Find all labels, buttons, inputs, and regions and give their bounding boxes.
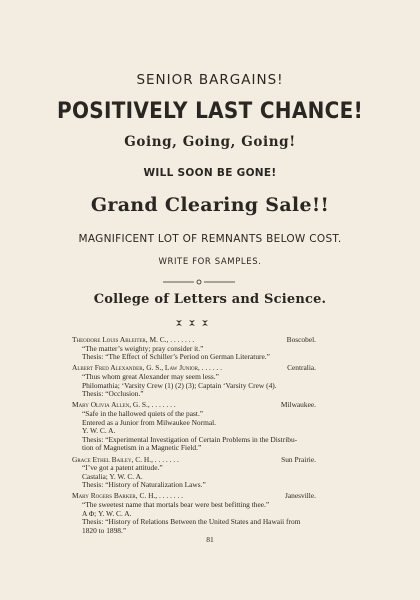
- entry-town: Boscobel.: [286, 335, 316, 344]
- entry-line: “The sweetest name that mortals bear were best befitting thee.”: [82, 500, 270, 510]
- entry-name: Theodore Louis Ableiter, M. C.,: [72, 335, 169, 344]
- entry-line: Philomathia; ‘Varsity Crew (1) (2) (3); Captain ‘Varsity Crew (4).: [82, 380, 277, 390]
- entry-line: Y. W. C. A.: [82, 426, 116, 436]
- entry-town: Janesville.: [285, 491, 316, 501]
- graduate-entries: [72, 336, 316, 538]
- entry-line: tion of Magnetism in a Magnetic Field.”: [82, 443, 202, 453]
- entry-name: Mary Rogers Barker, C. H.,: [72, 491, 158, 501]
- going-heading: Going, Going, Going!: [124, 134, 296, 150]
- entry-heading: [72, 456, 316, 465]
- entry-line: Castalia; Y. W. C. A.: [82, 471, 143, 481]
- fleuron-ornament-icon: [174, 318, 210, 328]
- entry-name: Mary Olivia Allen, G. S.,: [72, 400, 150, 410]
- magnificent-lot-heading: MAGNIFICENT LOT OF REMNANTS BELOW COST.: [78, 233, 342, 245]
- entry-line: Thesis: “History of Naturalization Laws.”: [82, 480, 206, 490]
- entry-name: Albert Fred Alexander, G. S., Law Junior,: [72, 363, 200, 373]
- entry-line: 1820 to 1898.”: [82, 525, 127, 535]
- entry-heading: [72, 364, 316, 373]
- entry-line: “Thus whom great Alexander may seem less.”: [82, 371, 219, 381]
- entry-heading: [72, 492, 316, 501]
- senior-bargains-heading: SENIOR BARGAINS!: [136, 72, 284, 88]
- entry-town: Milwaukee.: [280, 400, 316, 410]
- entry-ableiter: [72, 336, 316, 362]
- entry-line: Thesis: “Occlusion.”: [82, 389, 144, 399]
- last-chance-heading: POSITIVELY LAST CHANCE!: [56, 96, 364, 124]
- entry-line: Entered as a Junior from Milwaukee Normal.: [82, 417, 217, 427]
- section-title: College of Letters and Science.: [93, 292, 327, 307]
- entry-town: Centralia.: [287, 363, 316, 373]
- divider-rule: [163, 278, 235, 286]
- entry-leader: . . . . . . .: [154, 454, 179, 464]
- write-for-samples-heading: WRITE FOR SAMPLES.: [158, 257, 262, 267]
- entry-line: Thesis: “History of Relations Between the United States and Hawaii from: [82, 517, 301, 527]
- entry-line: Thesis: “The Effect of Schiller’s Period on German Literature.”: [82, 352, 270, 362]
- entry-line: “Safe in the hallowed quiets of the past.”: [82, 408, 204, 418]
- grand-sale-heading: Grand Clearing Sale!!: [90, 194, 330, 216]
- entry-line: Thesis: “Experimental Investigation of Certain Problems in the Distribu-: [82, 434, 298, 444]
- entry-line: “The matter’s weighty; pray consider it.”: [82, 343, 204, 353]
- entry-name: Grace Ethel Bailey, C. H.,: [72, 454, 153, 464]
- entry-heading: [72, 336, 316, 345]
- entry-leader: . . . . . .: [201, 363, 222, 373]
- entry-town: Sun Prairie.: [281, 454, 316, 464]
- entry-heading: [72, 401, 316, 410]
- soon-gone-heading: WILL SOON BE GONE!: [143, 167, 277, 179]
- entry-leader: . . . . . . .: [170, 335, 195, 344]
- page-number: 81: [206, 535, 214, 544]
- entry-bailey: [72, 456, 316, 490]
- entry-line: A Φ; Y. W. C. A.: [82, 508, 132, 518]
- entry-barker: [72, 492, 316, 535]
- entry-line: “I’ve got a patent attitude.”: [82, 463, 163, 473]
- entry-alexander: [72, 364, 316, 398]
- entry-leader: . . . . . . .: [158, 491, 183, 501]
- entry-leader: . . . . . . .: [151, 400, 176, 410]
- entry-allen: [72, 401, 316, 453]
